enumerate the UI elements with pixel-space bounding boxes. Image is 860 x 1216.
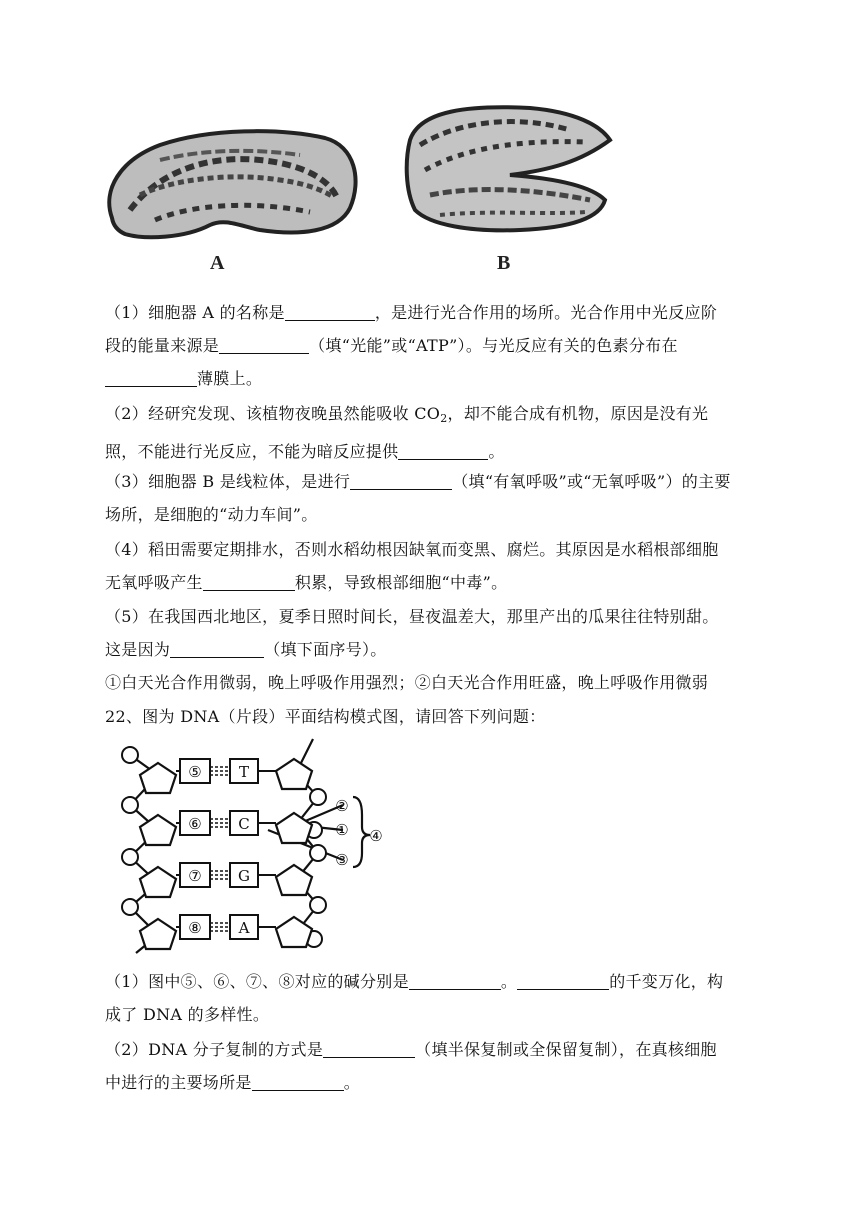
question-22-2: （2）DNA 分子复制的方式是 （填半保复制或全保留复制），在真核细胞 中进行的主要场所是 。 [105, 1040, 717, 1092]
dna-base-g: G [238, 867, 250, 885]
q5-options: ①白天光合作用微弱，晚上呼吸作用强烈；②白天光合作用旺盛，晚上呼吸作用微弱 [105, 673, 709, 692]
dna-left-label-5: ⑤ [188, 763, 202, 781]
answer-blank-6[interactable] [203, 572, 295, 591]
dna-callout-2: ② [335, 797, 349, 815]
dna-callout-4: ④ [369, 827, 383, 845]
answer-blank-4[interactable] [398, 441, 488, 460]
dna-callout-3: ③ [335, 851, 349, 869]
answer-blank-3[interactable] [105, 368, 197, 387]
answer-blank-5[interactable] [350, 471, 452, 490]
chloroplast-image [109, 131, 355, 237]
question-1 [105, 296, 757, 395]
answer-blank-1[interactable] [285, 302, 375, 321]
answer-blank-11[interactable] [252, 1072, 344, 1091]
answer-blank-2[interactable] [219, 335, 309, 354]
dna-structure-figure [118, 735, 388, 957]
dna-base-t: T [238, 763, 250, 781]
organelle-figure [100, 100, 620, 250]
question-22-1: （1）图中⑤、⑥、⑦、⑧对应的碱分别是 。 的千变万化，构 成了 DNA 的多样性。 [105, 972, 724, 1024]
dna-left-label-6: ⑥ [188, 815, 202, 833]
mitochondrion-image [407, 107, 610, 230]
figure-label-a: A [210, 252, 225, 274]
figure-label-b: B [497, 252, 511, 274]
q1-line-3: 薄膜上。 [105, 362, 757, 395]
q1-line-1: （1）细胞器 A 的名称是 ，是进行光合作用的场所。光合作用中光反应阶 [105, 303, 718, 322]
question-3: （3）细胞器 B 是线粒体，是进行 （填“有氧呼吸”或“无氧呼吸”）的主要 场所，是细胞的“动力车间”。 [105, 472, 731, 524]
question-4: （4）稻田需要定期排水，否则水稻幼根因缺氧而变黑、腐烂。其原因是水稻根部细胞 无氧呼吸产生 积累，导致根部细胞“中毒”。 [105, 540, 719, 592]
question-5: （5）在我国西北地区，夏季日照时间长，昼夜温差大，那里产出的瓜果往往特别甜。 这是因为 （填下面序号）。 ①白天光合作用微弱，晚上呼吸作用强烈；②白天光合作用旺盛，晚上呼吸作用微弱 [105, 600, 757, 699]
answer-blank-9[interactable] [517, 971, 609, 990]
dna-left-label-7: ⑦ [188, 867, 202, 885]
answer-blank-10[interactable] [323, 1039, 415, 1058]
dna-base-c: C [238, 815, 250, 833]
question-22-title: 22、图为 DNA（片段）平面结构模式图，请回答下列问题： [105, 707, 546, 726]
answer-blank-8[interactable] [409, 971, 501, 990]
dna-base-a: A [238, 919, 250, 937]
dna-callout-1: ① [335, 821, 349, 839]
question-2: （2）经研究发现、该植物夜晚虽然能吸收 CO2，却不能合成有机物，原因是没有光 照，不能进行光反应，不能为暗反应提供 。 [105, 404, 709, 461]
answer-blank-7[interactable] [170, 639, 264, 658]
q1-line-2: 段的能量来源是 （填“光能”或“ATP”）。与光反应有关的色素分布在 [105, 336, 678, 355]
dna-left-label-8: ⑧ [188, 919, 202, 937]
